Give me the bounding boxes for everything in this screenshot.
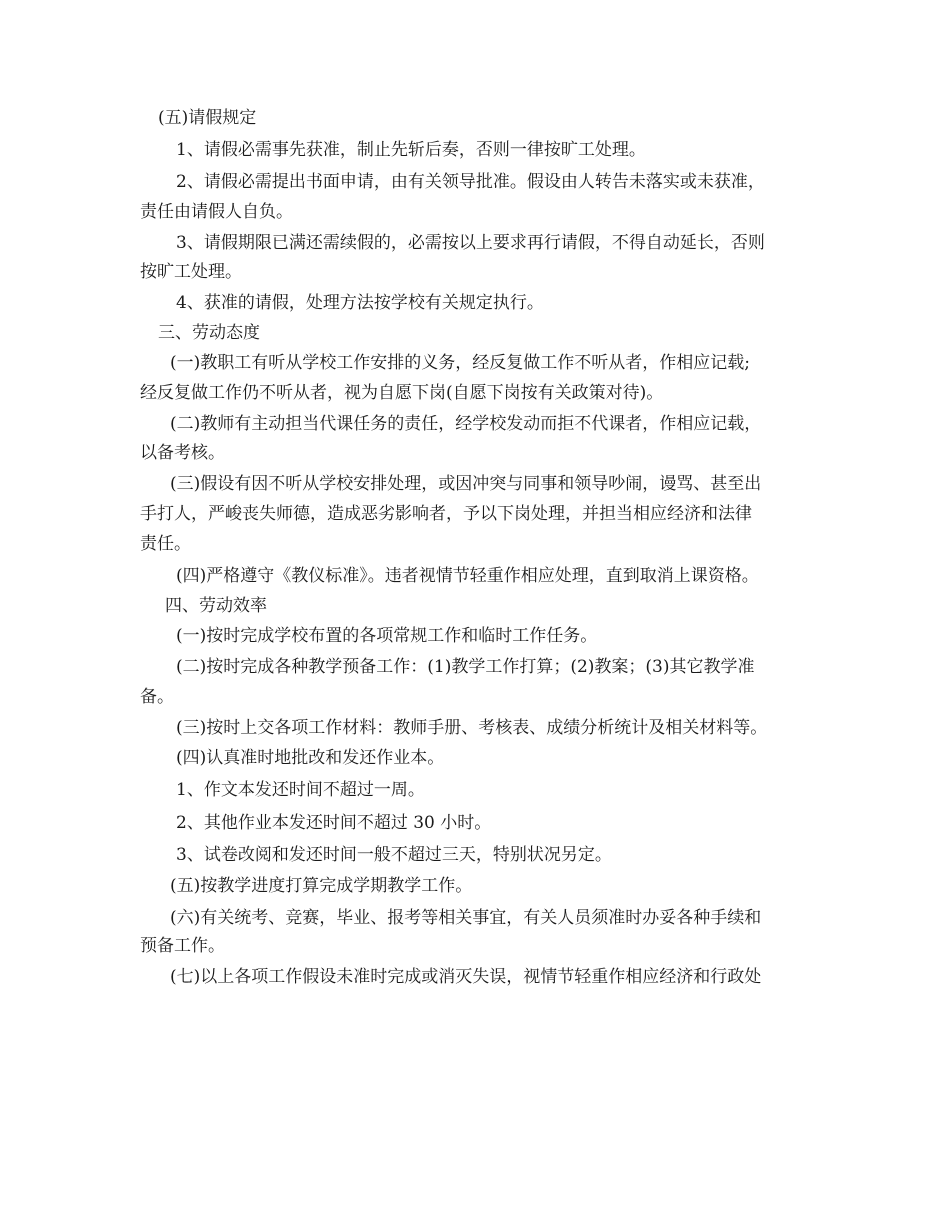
paragraph-line: (七)以上各项工作假设未准时完成或消灭失误，视情节轻重作相应经济和行政处	[170, 967, 762, 987]
paragraph-line: 经反复做工作仍不听从者，视为自愿下岗(自愿下岗按有关政策对待)。	[140, 383, 664, 403]
paragraph-line: 3、请假期限已满还需续假的，必需按以上要求再行请假，不得自动延长，否则	[176, 233, 765, 253]
paragraph-line: 2、其他作业本发还时间不超过 30 小时。	[176, 813, 492, 833]
paragraph-line: (六)有关统考、竞赛，毕业、报考等相关事宜，有关人员须准时办妥各种手续和	[170, 908, 762, 928]
paragraph-line: 责任。	[140, 534, 191, 554]
section-heading-work-attitude: 三、劳动态度	[158, 323, 260, 343]
paragraph-line: 预备工作。	[140, 936, 225, 956]
paragraph-line: (一)教职工有听从学校工作安排的义务，经反复做工作不听从者，作相应记载;	[170, 353, 750, 373]
paragraph-line: 手打人，严峻丧失师德，造成恶劣影响者，予以下岗处理，并担当相应经济和法律	[140, 504, 752, 524]
paragraph-line: (四)认真准时地批改和发还作业本。	[176, 748, 445, 768]
paragraph-line: (三)按时上交各项工作材料：教师手册、考核表、成绩分析统计及相关材料等。	[176, 718, 768, 738]
paragraph-line: 3、试卷改阅和发还时间一般不超过三天，特别状况另定。	[176, 845, 612, 865]
paragraph-line: (二)按时完成各种教学预备工作：(1)教学工作打算；(2)教案；(3)其它教学准	[176, 657, 755, 677]
paragraph-line: 责任由请假人自负。	[140, 202, 293, 222]
section-heading-work-efficiency: 四、劳动效率	[165, 596, 267, 616]
subsection-heading-leave-rules: (五)请假规定	[158, 108, 257, 128]
paragraph-line: (三)假设有因不听从学校安排处理，或因冲突与同事和领导吵闹，谩骂、甚至出	[170, 474, 762, 494]
paragraph-line: 2、请假必需提出书面申请，由有关领导批准。假设由人转告未落实或未获准，	[176, 172, 765, 192]
paragraph-line: (二)教师有主动担当代课任务的责任，经学校发动而拒不代课者，作相应记载，	[170, 414, 762, 434]
paragraph-line: (四)严格遵守《教仪标准》。违者视情节轻重作相应处理，直到取消上课资格。	[176, 566, 759, 586]
paragraph-line: 备。	[140, 687, 174, 707]
paragraph-line: (一)按时完成学校布置的各项常规工作和临时工作任务。	[176, 626, 598, 646]
paragraph-line: 以备考核。	[140, 443, 225, 463]
paragraph-line: 1、作文本发还时间不超过一周。	[176, 780, 425, 800]
paragraph-line: 1、请假必需事先获准，制止先斩后奏，否则一律按旷工处理。	[176, 140, 646, 160]
paragraph-line: 4、获准的请假，处理方法按学校有关规定执行。	[176, 293, 544, 313]
paragraph-line: (五)按教学进度打算完成学期教学工作。	[170, 876, 473, 896]
paragraph-line: 按旷工处理。	[140, 262, 242, 282]
